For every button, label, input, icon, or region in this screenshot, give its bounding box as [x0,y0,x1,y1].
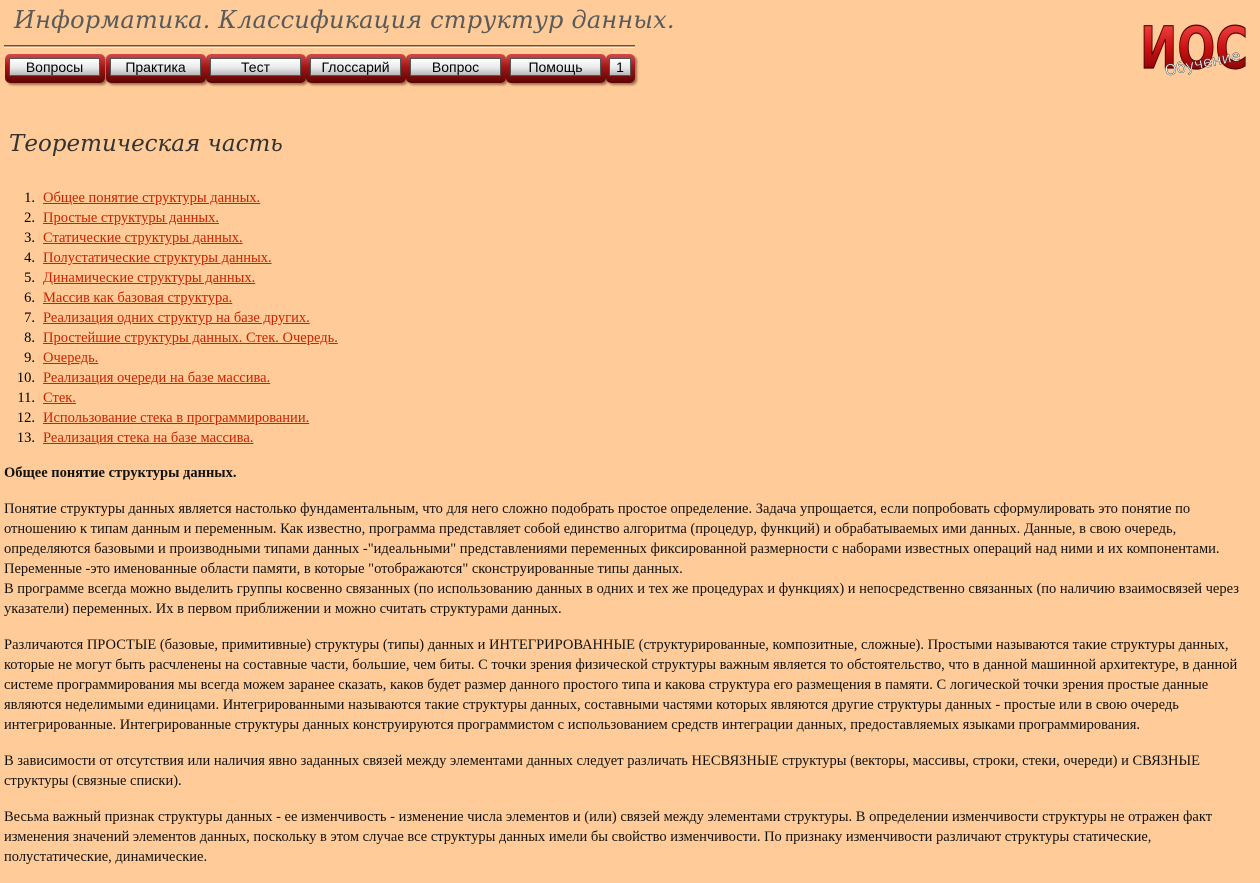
toc-item [16,409,338,429]
toc-item [24,329,338,349]
toc-link[interactable]: Массив как базовая структура. [43,290,233,306]
toc-item [16,369,338,389]
toc-link[interactable]: Использование стека в программировании. [43,410,310,426]
questions-button[interactable] [5,54,105,83]
practice-button[interactable] [106,54,206,83]
toc-number: 13. [16,430,35,446]
toc-item [24,249,338,269]
toc-link[interactable]: Реализация стека на базе массива. [43,430,254,446]
glossary-button[interactable] [306,54,406,83]
toc-link[interactable]: Реализация очереди на базе массива. [43,370,271,386]
paragraph-text: В программе всегда можно выделить группы косвенно связанных (по использованию данных в одних и тех же процедурах и функциях) и непосредственно связанных (по наличию взаимосвязей через указатели) переменных. Их в первом приближении и можно считать структурами данных. [4,581,1239,617]
toc-link[interactable]: Стек. [43,390,76,406]
question-button[interactable] [406,54,506,83]
toc-number: 11. [17,390,35,406]
toc-item [24,349,338,369]
toc-number: 4. [24,250,35,266]
toc-number: 3. [24,230,35,246]
toc-link[interactable]: Простые структуры данных. [43,210,219,226]
help-button-label: Помощь [510,58,601,76]
toc-number: 12. [16,410,35,426]
article-body [4,463,1256,883]
toc-link[interactable]: Полустатические структуры данных. [43,250,272,266]
article-paragraph [4,499,1256,619]
toc-link[interactable]: Статические структуры данных. [43,230,243,246]
toc-item [24,289,338,309]
toc-number: 1. [24,190,35,206]
article-paragraph: В зависимости от отсутствия или наличия явно заданных связей между элементами данных следует различать НЕСВЯЗНЫЕ структуры (векторы, массивы, строки, стеки, очереди) и СВЯЗНЫЕ структуры (связные списки). [4,753,1201,789]
toc-item [24,229,338,249]
article-paragraph: Различаются ПРОСТЫЕ (базовые, примитивные) структуры (типы) данных и ИНТЕГРИРОВАННЫЕ (структурированные, композитные, сложные). Простыми называются такие структуры данных, которые не могут быть расчленены на составные части, большие, чем биты. С точки зрения физической структуры важным является то обстоятельство, что в данной машинной архитектуре, в данной системе программирования мы всегда можем заранее сказать, каков будет размер данного простого типа и какова структура его размещения в памяти. С логической точки зрения простые данные являются неделимыми единицами. Интегрированными называются такие структуры данных, составными частями которых являются другие структуры данных - простые или в свою очередь интегрированные. Интегрированные структуры данных конструируются программистом с использованием средств интеграции данных, предоставляемых языками программирования. [4,637,1238,733]
glossary-button-label: Глоссарий [310,58,401,76]
toc-link[interactable]: Динамические структуры данных. [43,270,256,286]
question-button-label: Вопрос [410,58,501,76]
page-number-button[interactable] [606,54,635,83]
toc-link[interactable]: Простейшие структуры данных. Стек. Очередь. [43,330,338,346]
ios-logo-graphic [1136,6,1254,86]
paragraph-text: Понятие структуры данных является настолько фундаментальным, что для него сложно подобрать простое определение. Задача упрощается, если попробовать сформулировать это понятие по отношению к типам данным и переменным. Как известно, программа представляет собой единство алгоритма (процедур, функций) и обрабатываемых ими данных. Данные, в свою очередь, определяются базовыми и производными типами данных -"идеальными" представлениями переменных фиксированной размерности с наборами известных операций над ними и их компонентами. Переменные -это именованные области памяти, в которые "отображаются" сконструированные типы данных. [4,501,1220,577]
article-paragraph: Весьма важный признак структуры данных - ее изменчивость - изменение числа элементов и (или) связей между элементами структуры. В определении изменчивости структуры не отражен факт изменения значений элементов данных, поскольку в этом случае все структуры данных имели бы свойство изменчивости. По признаку изменчивости различают структуры статические, полустатические, динамические. [4,809,1213,865]
toc-item [17,389,338,409]
practice-button-label: Практика [110,58,201,76]
logo-small-text: Обучение [1163,46,1242,80]
page-title: Информатика. Классификация структур данных. [14,6,675,34]
toc-number: 9. [24,350,35,366]
ios-logo [1136,6,1254,86]
toc-number: 8. [24,330,35,346]
table-of-contents [16,189,338,449]
test-button[interactable] [206,54,306,83]
questions-button-label: Вопросы [9,58,100,76]
toc-number: 2. [24,210,35,226]
toc-number: 7. [24,310,35,326]
toc-number: 5. [24,270,35,286]
toc-number: 6. [24,290,35,306]
test-button-label: Тест [210,58,301,76]
section-heading: Теоретическая часть [9,131,283,157]
toc-link[interactable]: Очередь. [43,350,99,366]
toc-item [24,209,338,229]
page-number-label: 1 [609,58,631,76]
toc-number: 10. [16,370,35,386]
title-divider [4,45,635,48]
toc-link[interactable]: Реализация одних структур на базе других. [43,310,310,326]
article-heading: Общее понятие структуры данных. [4,465,237,481]
toc-link[interactable]: Общее понятие структуры данных. [43,190,261,206]
toc-item [24,309,338,329]
help-button[interactable] [506,54,606,83]
toc-item [24,189,338,209]
logo-big-text: ИОС [1140,14,1248,82]
toc-item [24,269,338,289]
toc-item [16,429,338,449]
